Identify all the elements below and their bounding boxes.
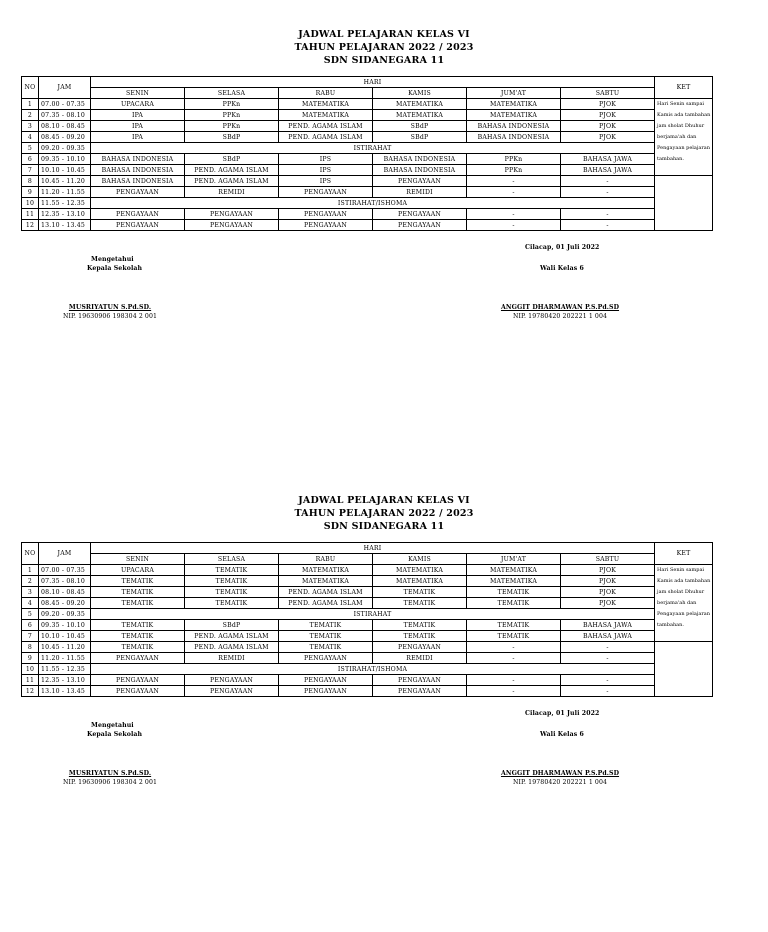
cell-selasa: PEND. AGAMA ISLAM xyxy=(185,165,279,176)
table-row xyxy=(22,631,713,642)
table-row xyxy=(22,165,713,176)
header-day-rabu: RABU xyxy=(279,554,373,565)
ket-note: Hari Senin sampai Kamis ada tambahan jam sholat Dhuhur berjama'ah dan Pengayaan pelajaran tambahan. xyxy=(655,565,713,642)
cell-selasa: PENGAYAAN xyxy=(185,675,279,686)
header-ket: KET xyxy=(655,77,713,99)
cell-kamis: SBdP xyxy=(373,121,467,132)
cell-jumat: BAHASA INDONESIA xyxy=(467,121,561,132)
table-row xyxy=(22,154,713,165)
cell-jumat: BAHASA INDONESIA xyxy=(467,132,561,143)
header-ket: KET xyxy=(655,543,713,565)
cell-rabu: MATEMATIKA xyxy=(279,99,373,110)
cell-kamis: TEMATIK xyxy=(373,620,467,631)
row-jam: 13.10 - 13.45 xyxy=(39,686,91,697)
cell-sabtu: - xyxy=(561,686,655,697)
cell-rabu: TEMATIK xyxy=(279,631,373,642)
cell-jumat: PPKn xyxy=(467,165,561,176)
cell-kamis: MATEMATIKA xyxy=(373,576,467,587)
cell-selasa: PPKn xyxy=(185,99,279,110)
title-line-2: TAHUN PELAJARAN 2022 / 2023 xyxy=(294,42,474,53)
cell-senin: TEMATIK xyxy=(91,620,185,631)
table-row xyxy=(22,99,713,110)
row-no: 7 xyxy=(22,631,39,642)
row-jam: 12.35 - 13.10 xyxy=(39,209,91,220)
cell-rabu: MATEMATIKA xyxy=(279,110,373,121)
row-no: 9 xyxy=(22,653,39,664)
cell-rabu: MATEMATIKA xyxy=(279,565,373,576)
kepala-sekolah-name: MUSRIYATUN S.Pd.SD. xyxy=(68,770,152,777)
row-jam: 08.10 - 08.45 xyxy=(39,587,91,598)
row-jam: 11.20 - 11.55 xyxy=(39,187,91,198)
cell-selasa: PENGAYAAN xyxy=(185,220,279,231)
wali-kelas-title: Wali Kelas 6 xyxy=(540,731,584,738)
header-no: NO xyxy=(22,77,39,99)
mengetahui-label: Mengetahui xyxy=(91,256,134,263)
row-no: 5 xyxy=(22,609,39,620)
table-row xyxy=(22,620,713,631)
title-line-2: TAHUN PELAJARAN 2022 / 2023 xyxy=(294,508,474,519)
cell-selasa: TEMATIK xyxy=(185,576,279,587)
table-row xyxy=(22,675,713,686)
cell-selasa: SBdP xyxy=(185,132,279,143)
header-day-rabu: RABU xyxy=(279,88,373,99)
row-no: 1 xyxy=(22,565,39,576)
row-no: 3 xyxy=(22,121,39,132)
header-day-selasa: SELASA xyxy=(185,554,279,565)
ket-note: Hari Senin sampai Kamis ada tambahan jam sholat Dhuhur berjama'ah dan Pengayaan pelajaran tambahan. xyxy=(655,99,713,176)
cell-sabtu: PJOK xyxy=(561,565,655,576)
row-jam: 10.10 - 10.45 xyxy=(39,165,91,176)
row-no: 3 xyxy=(22,587,39,598)
header-day-sabtu: SABTU xyxy=(561,88,655,99)
row-jam: 10.10 - 10.45 xyxy=(39,631,91,642)
cell-kamis: BAHASA INDONESIA xyxy=(373,165,467,176)
cell-rabu: IPS xyxy=(279,165,373,176)
row-no: 10 xyxy=(22,198,39,209)
cell-rabu: PENGAYAAN xyxy=(279,686,373,697)
table-row xyxy=(22,110,713,121)
row-no: 8 xyxy=(22,176,39,187)
cell-senin: PENGAYAAN xyxy=(91,675,185,686)
cell-selasa: REMIDI xyxy=(185,653,279,664)
cell-kamis: MATEMATIKA xyxy=(373,99,467,110)
cell-jumat: MATEMATIKA xyxy=(467,99,561,110)
cell-kamis: TEMATIK xyxy=(373,598,467,609)
cell-selasa: TEMATIK xyxy=(185,587,279,598)
row-no: 11 xyxy=(22,209,39,220)
cell-sabtu: BAHASA JAWA xyxy=(561,154,655,165)
cell-sabtu: - xyxy=(561,642,655,653)
cell-selasa: PEND. AGAMA ISLAM xyxy=(185,631,279,642)
row-jam: 09.35 - 10.10 xyxy=(39,620,91,631)
cell-selasa: PPKn xyxy=(185,121,279,132)
cell-jumat: - xyxy=(467,686,561,697)
cell-sabtu: BAHASA JAWA xyxy=(561,165,655,176)
cell-rabu: PENGAYAAN xyxy=(279,675,373,686)
header-day-jumat: JUM'AT xyxy=(467,88,561,99)
cell-senin: PENGAYAAN xyxy=(91,220,185,231)
header-jam: JAM xyxy=(39,77,91,99)
cell-sabtu: PJOK xyxy=(561,110,655,121)
place-date: Cilacap, 01 Juli 2022 xyxy=(525,244,600,251)
cell-senin: BAHASA INDONESIA xyxy=(91,154,185,165)
row-jam: 07.00 - 07.35 xyxy=(39,565,91,576)
row-jam: 12.35 - 13.10 xyxy=(39,675,91,686)
cell-jumat: TEMATIK xyxy=(467,598,561,609)
table-row xyxy=(22,209,713,220)
break-row-label: ISTIRAHAT/ISHOMA xyxy=(91,198,655,209)
break-row-label: ISTIRAHAT xyxy=(91,609,655,620)
cell-jumat: TEMATIK xyxy=(467,620,561,631)
cell-kamis: MATEMATIKA xyxy=(373,110,467,121)
row-jam: 11.55 - 12.35 xyxy=(39,198,91,209)
cell-jumat: PPKn xyxy=(467,154,561,165)
cell-senin: PENGAYAAN xyxy=(91,209,185,220)
cell-kamis: PENGAYAAN xyxy=(373,220,467,231)
title-line-1: JADWAL PELAJARAN KELAS VI xyxy=(298,29,470,40)
row-no: 9 xyxy=(22,187,39,198)
row-no: 12 xyxy=(22,686,39,697)
cell-selasa: SBdP xyxy=(185,620,279,631)
row-no: 6 xyxy=(22,154,39,165)
cell-jumat: TEMATIK xyxy=(467,631,561,642)
cell-jumat: - xyxy=(467,209,561,220)
wali-kelas-name: ANGGIT DHARMAWAN P.S.Pd.SD xyxy=(500,304,620,311)
row-jam: 08.45 - 09.20 xyxy=(39,598,91,609)
kepala-sekolah-nip: NIP. 19630906 198304 2 001 xyxy=(62,313,158,320)
cell-senin: TEMATIK xyxy=(91,642,185,653)
cell-senin: BAHASA INDONESIA xyxy=(91,176,185,187)
header-hari: HARI xyxy=(91,543,655,554)
header-no: NO xyxy=(22,543,39,565)
row-jam: 09.20 - 09.35 xyxy=(39,143,91,154)
cell-sabtu: - xyxy=(561,176,655,187)
cell-jumat: MATEMATIKA xyxy=(467,576,561,587)
kepala-sekolah-name: MUSRIYATUN S.Pd.SD. xyxy=(68,304,152,311)
cell-rabu: PENGAYAAN xyxy=(279,187,373,198)
table-row xyxy=(22,598,713,609)
table-row xyxy=(22,686,713,697)
cell-rabu: PEND. AGAMA ISLAM xyxy=(279,598,373,609)
row-no: 8 xyxy=(22,642,39,653)
header-day-selasa: SELASA xyxy=(185,88,279,99)
row-no: 7 xyxy=(22,165,39,176)
cell-jumat: - xyxy=(467,642,561,653)
cell-senin: PENGAYAAN xyxy=(91,187,185,198)
cell-senin: UPACARA xyxy=(91,99,185,110)
cell-sabtu: PJOK xyxy=(561,99,655,110)
ket-empty xyxy=(655,176,713,231)
table-row xyxy=(22,587,713,598)
row-jam: 10.45 - 11.20 xyxy=(39,642,91,653)
cell-jumat: - xyxy=(467,187,561,198)
cell-rabu: PENGAYAAN xyxy=(279,209,373,220)
cell-rabu: PENGAYAAN xyxy=(279,220,373,231)
cell-senin: IPA xyxy=(91,110,185,121)
cell-kamis: PENGAYAAN xyxy=(373,642,467,653)
place-date: Cilacap, 01 Juli 2022 xyxy=(525,710,600,717)
row-no: 4 xyxy=(22,598,39,609)
row-jam: 08.10 - 08.45 xyxy=(39,121,91,132)
cell-sabtu: BAHASA JAWA xyxy=(561,631,655,642)
cell-jumat: - xyxy=(467,675,561,686)
cell-kamis: PENGAYAAN xyxy=(373,209,467,220)
cell-selasa: TEMATIK xyxy=(185,598,279,609)
title-line-3: SDN SIDANEGARA 11 xyxy=(323,521,445,532)
cell-selasa: REMIDI xyxy=(185,187,279,198)
cell-kamis: MATEMATIKA xyxy=(373,565,467,576)
break-row-label: ISTIRAHAT/ISHOMA xyxy=(91,664,655,675)
header-day-kamis: KAMIS xyxy=(373,554,467,565)
cell-kamis: PENGAYAAN xyxy=(373,675,467,686)
cell-selasa: PPKn xyxy=(185,110,279,121)
row-jam: 09.20 - 09.35 xyxy=(39,609,91,620)
cell-senin: TEMATIK xyxy=(91,631,185,642)
row-no: 5 xyxy=(22,143,39,154)
cell-jumat: - xyxy=(467,176,561,187)
cell-rabu: MATEMATIKA xyxy=(279,576,373,587)
wali-kelas-name: ANGGIT DHARMAWAN P.S.Pd.SD xyxy=(500,770,620,777)
cell-rabu: IPS xyxy=(279,154,373,165)
header-hari: HARI xyxy=(91,77,655,88)
schedule-table-1 xyxy=(21,76,713,231)
title-line-3: SDN SIDANEGARA 11 xyxy=(323,55,445,66)
cell-selasa: PENGAYAAN xyxy=(185,209,279,220)
cell-selasa: PENGAYAAN xyxy=(185,686,279,697)
cell-kamis: SBdP xyxy=(373,132,467,143)
cell-rabu: TEMATIK xyxy=(279,642,373,653)
cell-kamis: PENGAYAAN xyxy=(373,176,467,187)
cell-senin: IPA xyxy=(91,121,185,132)
table-row xyxy=(22,576,713,587)
schedule-body-2 xyxy=(22,565,713,697)
cell-senin: TEMATIK xyxy=(91,598,185,609)
cell-sabtu: - xyxy=(561,220,655,231)
row-jam: 11.55 - 12.35 xyxy=(39,664,91,675)
table-row xyxy=(22,220,713,231)
row-jam: 07.00 - 07.35 xyxy=(39,99,91,110)
cell-sabtu: - xyxy=(561,675,655,686)
cell-kamis: BAHASA INDONESIA xyxy=(373,154,467,165)
header-day-jumat: JUM'AT xyxy=(467,554,561,565)
row-jam: 07.35 - 08.10 xyxy=(39,110,91,121)
header-day-sabtu: SABTU xyxy=(561,554,655,565)
cell-jumat: MATEMATIKA xyxy=(467,565,561,576)
row-jam: 09.35 - 10.10 xyxy=(39,154,91,165)
cell-sabtu: - xyxy=(561,187,655,198)
cell-kamis: REMIDI xyxy=(373,187,467,198)
cell-jumat: MATEMATIKA xyxy=(467,110,561,121)
header-day-kamis: KAMIS xyxy=(373,88,467,99)
cell-rabu: PEND. AGAMA ISLAM xyxy=(279,132,373,143)
table-row xyxy=(22,198,713,209)
kepala-sekolah-nip: NIP. 19630906 198304 2 001 xyxy=(62,779,158,786)
cell-jumat: - xyxy=(467,220,561,231)
cell-selasa: TEMATIK xyxy=(185,565,279,576)
row-jam: 13.10 - 13.45 xyxy=(39,220,91,231)
row-no: 2 xyxy=(22,110,39,121)
header-jam: JAM xyxy=(39,543,91,565)
header-day-senin: SENIN xyxy=(91,88,185,99)
cell-senin: UPACARA xyxy=(91,565,185,576)
cell-rabu: PEND. AGAMA ISLAM xyxy=(279,121,373,132)
cell-sabtu: - xyxy=(561,653,655,664)
table-row xyxy=(22,143,713,154)
ket-empty xyxy=(655,642,713,697)
cell-jumat: - xyxy=(467,653,561,664)
table-row xyxy=(22,565,713,576)
schedule-body-1 xyxy=(22,99,713,231)
table-row xyxy=(22,653,713,664)
table-row xyxy=(22,121,713,132)
row-no: 11 xyxy=(22,675,39,686)
cell-sabtu: PJOK xyxy=(561,121,655,132)
cell-kamis: TEMATIK xyxy=(373,631,467,642)
mengetahui-label: Mengetahui xyxy=(91,722,134,729)
table-row xyxy=(22,609,713,620)
cell-senin: BAHASA INDONESIA xyxy=(91,165,185,176)
header-day-senin: SENIN xyxy=(91,554,185,565)
cell-rabu: PEND. AGAMA ISLAM xyxy=(279,587,373,598)
cell-rabu: IPS xyxy=(279,176,373,187)
table-row xyxy=(22,642,713,653)
cell-selasa: PEND. AGAMA ISLAM xyxy=(185,176,279,187)
cell-rabu: PENGAYAAN xyxy=(279,653,373,664)
row-no: 12 xyxy=(22,220,39,231)
cell-senin: TEMATIK xyxy=(91,576,185,587)
wali-kelas-title: Wali Kelas 6 xyxy=(540,265,584,272)
break-row-label: ISTIRAHAT xyxy=(91,143,655,154)
cell-senin: PENGAYAAN xyxy=(91,686,185,697)
cell-sabtu: PJOK xyxy=(561,132,655,143)
cell-senin: IPA xyxy=(91,132,185,143)
cell-senin: TEMATIK xyxy=(91,587,185,598)
cell-kamis: REMIDI xyxy=(373,653,467,664)
wali-kelas-nip: NIP. 19780420 202221 1 004 xyxy=(512,779,608,786)
table-row xyxy=(22,176,713,187)
table-row xyxy=(22,664,713,675)
row-no: 2 xyxy=(22,576,39,587)
cell-sabtu: - xyxy=(561,209,655,220)
wali-kelas-nip: NIP. 19780420 202221 1 004 xyxy=(512,313,608,320)
row-jam: 08.45 - 09.20 xyxy=(39,132,91,143)
row-no: 1 xyxy=(22,99,39,110)
cell-selasa: SBdP xyxy=(185,154,279,165)
row-jam: 10.45 - 11.20 xyxy=(39,176,91,187)
cell-kamis: TEMATIK xyxy=(373,587,467,598)
row-jam: 11.20 - 11.55 xyxy=(39,653,91,664)
cell-selasa: PEND. AGAMA ISLAM xyxy=(185,642,279,653)
row-jam: 07.35 - 08.10 xyxy=(39,576,91,587)
row-no: 6 xyxy=(22,620,39,631)
row-no: 4 xyxy=(22,132,39,143)
title-line-1: JADWAL PELAJARAN KELAS VI xyxy=(298,495,470,506)
table-row xyxy=(22,187,713,198)
schedule-table-2 xyxy=(21,542,713,697)
cell-sabtu: PJOK xyxy=(561,598,655,609)
cell-sabtu: PJOK xyxy=(561,576,655,587)
cell-kamis: PENGAYAAN xyxy=(373,686,467,697)
kepala-sekolah-title: Kepala Sekolah xyxy=(87,731,143,738)
cell-sabtu: BAHASA JAWA xyxy=(561,620,655,631)
table-row xyxy=(22,132,713,143)
cell-jumat: TEMATIK xyxy=(467,587,561,598)
row-no: 10 xyxy=(22,664,39,675)
kepala-sekolah-title: Kepala Sekolah xyxy=(87,265,143,272)
cell-senin: PENGAYAAN xyxy=(91,653,185,664)
cell-sabtu: PJOK xyxy=(561,587,655,598)
cell-rabu: TEMATIK xyxy=(279,620,373,631)
